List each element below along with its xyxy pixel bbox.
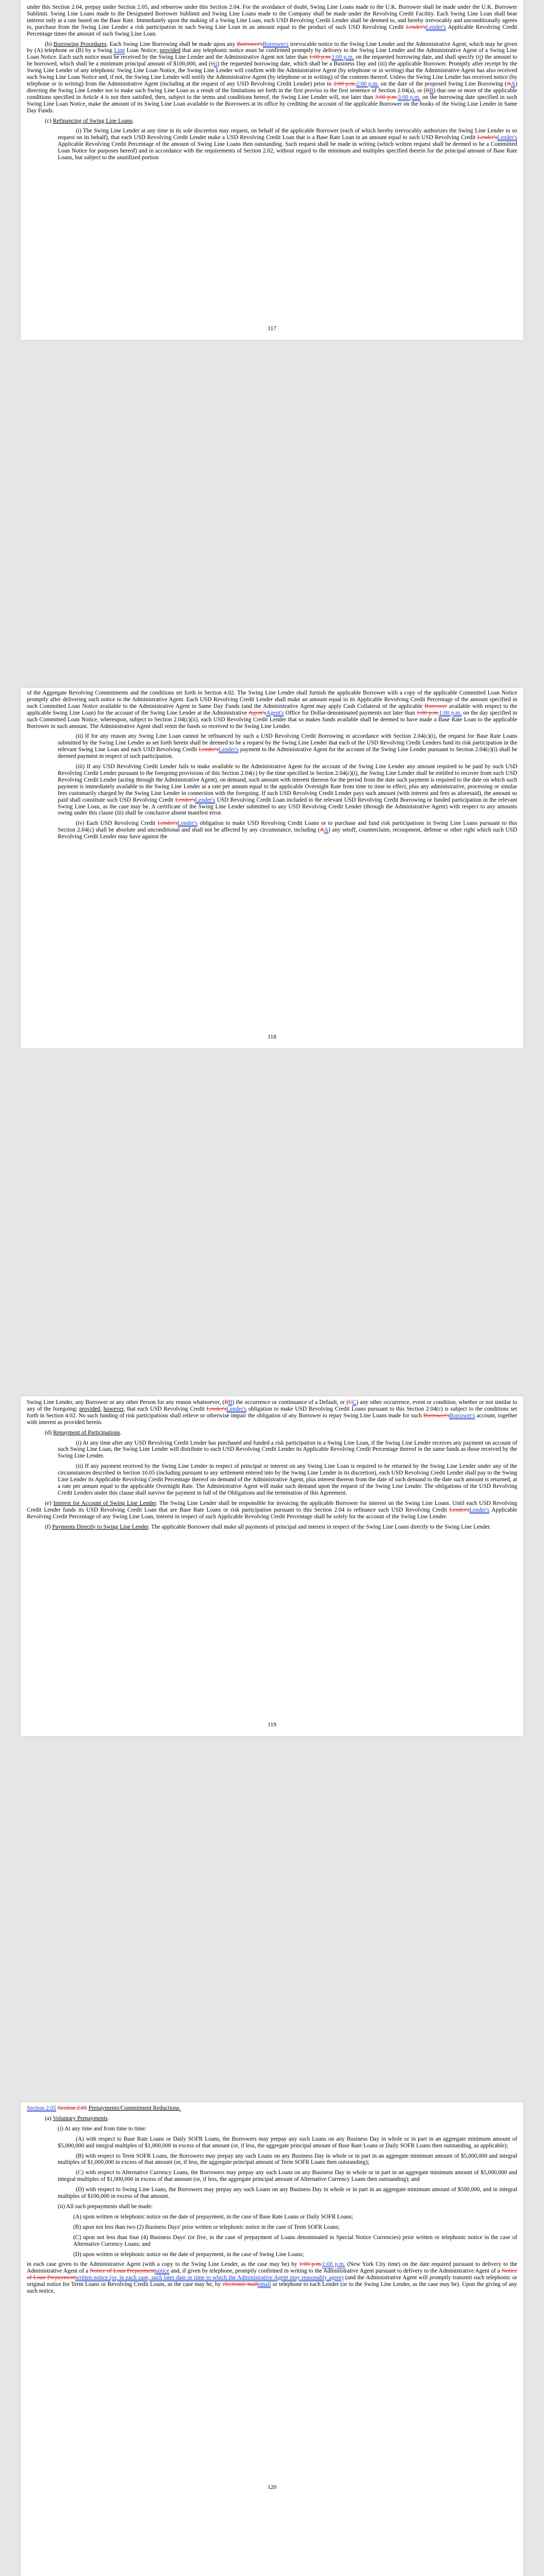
subsection-heading: (a) Voluntary Prepayments. xyxy=(45,2115,109,2122)
paragraph: under this Section 2.04, prepay under Section 2.05, and reborrow under this Section 2.04. For the avoidance of doubt, Swing Line Loans made to the U.K. Borrower shall be made under the U.K. Borrower Sublimit. Swing Line Loans made to the Designated Borrower Sublimit and Swing Line Loans made to the Company shall be made under the Revolving Credit Facility. Each Swing Line Loan shall bear interest only at a rate based on the Base Rate. Immediately upon the making of a Swing Line Loan, each USD Revolving Credit Lender shall be deemed to, and hereby irrevocably and unconditionally agrees to, purchase from the Swing Line Lender a risk participation in such Swing Line Loan in an amount equal to the product of such USD Revolving Credit Lender'sLender's Applicable Revolving Credit Percentage times the amount of such Swing Line Loan. xyxy=(27,4,518,37)
deleted-text: B xyxy=(224,1399,228,1405)
paragraph: (iv) Each USD Revolving Credit Lender'sLender's obligation to make USD Revolving Credit Loans or to purchase and fund risk participations in Swing Line Loans pursuant to this Section 2.04(c) shall be absolute and unconditional and shall not be affected by any circumstance, including (AA) any setoff, counterclaim, recoupment, defense or other right which such USD Revolving Credit Lender may have against the xyxy=(58,820,517,840)
inserted-text: Borrower's xyxy=(449,1412,475,1419)
deleted-text: 2:00 p.m. xyxy=(333,80,356,87)
list-item: (C) with respect to Alternative Currency Loans, the Borrowers may prepay any such Loans on any Business Day in whole or in part in an aggregate minimum amount of $5,000,000 and integral multiples of $1,000,000 in excess of that amount (or, if less, the aggregate principal amount of Alternative Currency Loans then outstanding); and xyxy=(58,2170,517,2183)
inserted-text: Line xyxy=(114,47,125,54)
deleted-text: Section 2.05 xyxy=(57,2105,87,2111)
deleted-text: Notice of Loan Prepayment xyxy=(27,2268,517,2281)
underlined-term: provided xyxy=(79,1405,101,1412)
inserted-text: Agent's xyxy=(266,709,284,716)
inserted-text: ii xyxy=(214,61,218,67)
inserted-text: Lender's xyxy=(226,1405,246,1412)
inserted-text: 1:00 p.m. xyxy=(439,709,462,716)
deleted-text: Lender's xyxy=(175,796,195,803)
deleted-text: C xyxy=(348,1399,353,1405)
deleted-text: Agent's xyxy=(248,709,266,716)
list-item: (D) upon written or telephonic notice on the date of prepayment, in the case of Swing Line Loans; xyxy=(73,2251,304,2258)
paragraph: (e) Interest for Account of Swing Line Lender. The Swing Line Lender shall be responsible for invoicing the applicable Borrower for interest on the Swing Line Loans. Until each USD Revolving Credit Lender funds its USD Revolving Credit Loan that are Base Rate Loans or risk participation pursuant to this Section 2.04 to refinance such USD Revolving Credit Lender'sLender's Applicable Revolving Credit Percentage of any Swing Line Loan, interest in respect of such Applicable Revolving Credit Percentage shall be solely for the account of the Swing Line Lender. xyxy=(27,1500,517,1520)
paragraph: of the Aggregate Revolving Commitments and the conditions set forth in Section 4.02. The Swing Line Lender shall furnish the applicable Borrower with a copy of the applicable Committed Loan Notice promptly after delivering such notice to the Administrative Agent. Each USD Revolving Credit Lender shall make an amount equal to its Applicable Revolving Credit Percentage of the amount specified in such Committed Loan Notice available to the Administrative Agent in Same Day Funds (and the Administrative Agent may apply Cash Collateral of the applicable Borrower available with respect to the applicable Swing Line Loan) for the account of the Swing Line Lender at the Administrative Agent'sAgent's Office for Dollar-denominated payments not later than 1:00 p.m.1:00 p.m. on the day specified in such Committed Loan Notice, whereupon, subject to Section 2.04(c)(ii), each USD Revolving Credit Lender that so makes funds available shall be deemed to have made a Base Rate Loan to the applicable Borrower in such amount. The Administrative Agent shall remit the funds so received to the Swing Line Lender. xyxy=(27,690,517,730)
inserted-text: Lender's xyxy=(497,134,517,141)
deleted-text: ii xyxy=(210,61,215,67)
deleted-text: Borrower's xyxy=(423,1412,450,1419)
deleted-text: Lender's xyxy=(157,820,178,827)
inserted-text: B xyxy=(430,87,434,94)
paragraph: Swing Line Lender, any Borrower or any other Person for any reason whatsoever, (BB) the occurrence or continuance of a Default, or (CC) any other occurrence, event or condition, whether or not similar to any of the foregoing; provided, however, that each USD Revolving Credit Lender'sLender's obligation to make USD Revolving Credit Loans pursuant to this Section 2.04(c) is subject to the conditions set forth in Section 4.02. No such funding of risk participations shall relieve or otherwise impair the obligation of any Borrower to repay Swing Line Loans made for such Borrower'sBorrower's account, together with interest as provided herein. xyxy=(27,1399,518,1426)
inserted-text: C xyxy=(352,1399,356,1405)
underlined-term: Prepayments/Commitment Reductions xyxy=(88,2105,179,2111)
page-number: 117 xyxy=(268,326,276,332)
list-item: (C) upon not less than four (4) Business Days' (or five, in the case of prepayment of Loans denominated in Special Notice Currencies) prior written or telephonic notice in the case of Alternative Currency Loans; and xyxy=(73,2234,517,2247)
underlined-term: Repayment of Participations xyxy=(53,1429,120,1436)
paragraph: (iii) If any USD Revolving Credit Lender fails to make available to the Administrative Agent for the account of the Swing Line Lender any amount required to be paid by such USD Revolving Credit Lender pursuant to the foregoing provisions of this Section 2.04(c) by the time specified in Section 2.04(c)(i), the Swing Line Lender shall be entitled to recover from such USD Revolving Credit Lender (acting through the Administrative Agent), on demand, such amount with interest thereon for the period from the date such payment is required to the date on which such payment is immediately available to the Swing Line Lender at a rate per annum equal to the applicable Overnight Rate from time to time in effect, plus any administrative, processing or similar fees customarily charged by the Swing Line Lender in connection with the foregoing. If such USD Revolving Credit Lender pays such amount (with interest and fees as aforesaid), the amount so paid shall constitute such USD Revolving Credit Lender'sLender's USD Revolving Credit Loan included in the relevant USD Revolving Credit Borrowing or funded participation in the relevant Swing Line Loan, as the case may be. A certificate of the Swing Line Lender submitted to any USD Revolving Credit Lender (through the Administrative Agent) with respect to any amounts owing under this clause (iii) shall be conclusive absent manifest error. xyxy=(58,764,517,817)
page-number: 119 xyxy=(268,1722,276,1728)
inserted-text: Lender's xyxy=(426,24,446,30)
inserted-text: 2:00 p.m. xyxy=(356,80,379,87)
subsection-heading: (c) Refinancing of Swing Line Loans. xyxy=(45,117,134,124)
deleted-text: Lender's xyxy=(449,1506,470,1513)
deleted-text: 3:00 p.m. xyxy=(375,94,398,100)
deleted-text: Notice of Loan Prepayment xyxy=(90,2268,155,2275)
deleted-text: i xyxy=(477,54,480,61)
deleted-text: Lender's xyxy=(477,134,498,141)
paragraph: (i) The Swing Line Lender at any time in its sole discretion may request, on behalf of the applicable Borrower (each of which hereby irrevocably authorizes the Swing Line Lender to so request on its behalf), that each USD Revolving Credit Lender make a USD Revolving Credit Loan that is a Base Rate Loan in an amount equal to such USD Revolving Credit Lender'sLender's Applicable Revolving Credit Percentage of the amount of Swing Line Loans then outstanding. Such request shall be made in writing (which written request shall be deemed to be a Committed Loan Notice for purposes hereof) and in accordance with the requirements of Section 2.02, without regard to the minimum and multiples specified therein for the principal amount of Base Rate Loans, but subject to the unutilized portion xyxy=(58,128,517,161)
inserted-text: notice xyxy=(155,2268,170,2275)
deleted-text: A xyxy=(320,827,324,834)
inserted-text: 1:00 p.m. xyxy=(332,54,354,61)
deleted-text: Borrower xyxy=(424,703,448,709)
inserted-text: i xyxy=(479,54,482,61)
paragraph: (ii) If for any reason any Swing Line Loan cannot be refinanced by such a USD Revolving Credit Borrowing in accordance with Section 2.04(c)(i), the request for Base Rate Loans submitted by the Swing Line Lender as set forth herein shall be deemed to be a request by the Swing Line Lender that each of the USD Revolving Credit Lenders fund its risk participation in the relevant Swing Line Loan and each USD Revolving Credit Lender'sLender's payment to the Administrative Agent for the account of the Swing Line Lender pursuant to Section 2.04(c)(i) shall be deemed payment in respect of such participation. xyxy=(58,733,518,760)
inserted-text: written notice (or, in each case, such later date or time to which the Administrative Agent may reasonably agree) xyxy=(75,2275,344,2281)
deleted-text: 1:00 p.m. xyxy=(309,54,332,61)
document-page-118 xyxy=(21,688,523,1048)
deleted-text: 1:00 p.m. xyxy=(299,2261,322,2268)
page-number: 120 xyxy=(267,2484,277,2490)
inserted-text: Lender's xyxy=(469,1506,490,1513)
inserted-text: Borrower's xyxy=(262,41,289,47)
deleted-text: electronic mail xyxy=(222,2281,258,2288)
subsection-heading: (d) Repayment of Participations. xyxy=(45,1429,122,1436)
document-page-120 xyxy=(21,2102,523,2576)
inserted-text: 3:00 p.m. xyxy=(398,94,421,100)
underlined-term: Payments Directly to Swing Line Lender xyxy=(52,1523,149,1530)
underlined-term: Borrowing Procedures xyxy=(53,41,107,47)
list-item: (A) with respect to Base Rate Loans or Daily SOFR Loans, the Borrowers may prepay any such Loans on any Business Day in whole or in part in an aggregate minimum amount of $5,000,000 and integral multiples of $1,000,000 in excess of that amount (or, if less, the aggregate principal amount of Base Rate Loans or Daily SOFR Loans then outstanding, as applicable); xyxy=(58,2136,517,2149)
inserted-text: A xyxy=(324,827,328,834)
deleted-text: A xyxy=(506,80,511,87)
inserted-text: Lender's xyxy=(177,820,198,827)
inserted-text: 1:00 p.m. xyxy=(322,2261,345,2268)
list-item: (ii) All such prepayments shall be made: xyxy=(58,2203,153,2210)
deleted-text: B xyxy=(425,87,430,94)
paragraph: (f) Payments Directly to Swing Line Lender. The applicable Borrower shall make all payments of principal and interest in respect of the Swing Line Loans directly to the Swing Line Lender. xyxy=(45,1523,491,1530)
paragraph-borrowing-procedures: (b) Borrowing Procedures. Each Swing Line Borrowing shall be made upon any Borrower'sBorrower's irrevocable notice to the Swing Line Lender and the Administrative Agent, which may be given by (A) telephone or (B) by a Swing Line Loan Notice; provided that any telephonic notice must be confirmed promptly by delivery to the Swing Line Lender and the Administrative Agent of a Swing Line Loan Notice. Each such notice must be received by the Swing Line Lender and the Administrative Agent not later than 1:00 p.m.1:00 p.m. on the requested borrowing date, and shall specify (ii) the amount to be borrowed, which shall be a minimum principal amount of $100,000, and (iiii) the requested borrowing date, which shall be a Business Day and (iii) the applicable Borrower. Promptly after receipt by the Swing Line Lender of any telephonic Swing Line Loan Notice, the Swing Line Lender will confirm with the Administrative Agent (by telephone or in writing) that the Administrative Agent has also received such Swing Line Loan Notice and, if not, the Swing Line Lender will notify the Administrative Agent (by telephone or in writing) of the contents thereof. Unless the Swing Line Lender has received notice (by telephone or in writing) from the Administrative Agent (including at the request of any USD Revolving Credit Lender) prior to 2:00 p.m.2:00 p.m. on the date of the proposed Swing Line Borrowing (AA) directing the Swing Line Lender not to make such Swing Line Loan as a result of the limitations set forth in the first proviso to the first sentence of Section 2.04(a), or (BB) that one or more of the applicable conditions specified in Article 4 is not then satisfied, then, subject to the terms and conditions hereof, the Swing Line Lender will, not later than 3:00 p.m.3:00 p.m. on the borrowing date specified in such Swing Line Loan Notice, make the amount of its Swing Line Loan available to the Borrowers at its office by crediting the account of the applicable Borrower on the books of the Swing Line Lender in Same Day Funds. xyxy=(27,41,518,114)
paragraph: in each case given to the Administrative Agent (with a copy to the Swing Line Lender, as the case may be) by 1:00 p.m.1:00 p.m. (New York City time) on the date required pursuant to delivery to the Administrative Agent of a Notice of Loan Prepaymentnotice and, if given by telephone, promptly confirmed in writing to the Administrative Agent pursuant to delivery to the Administrative Agent of a Notice of Loan Prepaymentwritten notice (or, in each case, such later date or time to which the Administrative Agent may reasonably agree) (and the Administrative Agent will promptly transmit such telephonic or original notice for Term Loans or Revolving Credit Loans, as the case may be, by electronic mailemail or telephone to each Lender (or to the Swing Line Lender, as the case may be). Upon the giving of any such notice, xyxy=(27,2261,518,2295)
underlined-term: Refinancing of Swing Line Loans xyxy=(53,117,133,124)
underlined-term: Voluntary Prepayments xyxy=(53,2115,108,2122)
document-page-117 xyxy=(21,0,523,340)
inserted-text: Lender's xyxy=(218,747,239,753)
paragraph: (ii) If any payment received by the Swing Line Lender in respect of principal or interest on any Swing Line Loan is required to be returned by the Swing Line Lender under any of the circumstances described in Section 10.05 (including pursuant to any settlement entered into by the Swing Line Lender in its discretion), each USD Revolving Credit Lender shall pay to the Swing Line Lender its Applicable Revolving Credit Percentage thereof on demand of the Administrative Agent, plus interest thereon from the date of such demand to the date such amount is returned, at a rate per annum equal to the applicable Overnight Rate. The Administrative Agent will make such demand upon the request of the Swing Line Lender. The obligations of the USD Revolving Credit Lenders under this clause shall survive the payment in full of the Obligations and the termination of this Agreement. xyxy=(58,1463,517,1496)
inserted-text: Lender's xyxy=(195,796,216,803)
list-item: (D) with respect to Swing Line Loans, the Borrowers may prepay any such Loans on any Business Day in whole or in part in an aggregate minimum amount of $500,000, and in integral multiples of $100,000 in excess of that amount. xyxy=(58,2187,517,2200)
list-item: (B) with respect to Term SOFR Loans, the Borrowers may prepay any such Loans on any Business Day in whole or in part in an aggregate minimum amount of $5,000,000 and integral multiples of $1,000,000 in excess of that amount (or, if less, the aggregate principal amount of Term SOFR Loans then outstanding); xyxy=(58,2153,517,2166)
document-page-119 xyxy=(21,1396,523,1736)
list-item: (i) At any time and from time to time: xyxy=(58,2125,147,2132)
section-heading xyxy=(27,2105,517,2112)
deleted-text: Lender's xyxy=(406,24,426,30)
underlined-term: Interest for Account of Swing Line Lender xyxy=(53,1500,156,1506)
paragraph: (i) At any time after any USD Revolving Credit Lender has purchased and funded a risk participation in a Swing Line Loan, if the Swing Line Lender receives any payment on account of such Swing Line Loan, the Swing Line Lender will distribute to such USD Revolving Credit Lender its Applicable Revolving Credit Percentage thereof in the same funds as those received by the Swing Line Lender. xyxy=(58,1439,517,1460)
deleted-text: Lender's xyxy=(206,1405,227,1412)
inserted-text: . xyxy=(179,2105,181,2111)
underlined-term: however xyxy=(103,1405,124,1412)
inserted-text: email xyxy=(257,2281,271,2288)
list-item: (B) upon not less than two (2) Business Days' prior written or telephonic notice in the case of Term SOFR Loans; xyxy=(73,2224,340,2230)
deleted-text: Borrower's xyxy=(237,41,263,47)
inserted-text: B xyxy=(228,1399,233,1405)
inserted-text: Section 2.05 xyxy=(27,2105,56,2111)
deleted-text: 1:00 p.m. xyxy=(416,709,439,716)
list-item: (A) upon written or telephonic notice on the date of prepayment, in the case of Base Rate Loans or Daily SOFR Loans; xyxy=(73,2213,353,2220)
page-number: 118 xyxy=(268,1034,276,1040)
inserted-text: A xyxy=(510,80,516,87)
underlined-term: provided xyxy=(159,47,180,54)
deleted-text: Lender's xyxy=(199,747,219,753)
